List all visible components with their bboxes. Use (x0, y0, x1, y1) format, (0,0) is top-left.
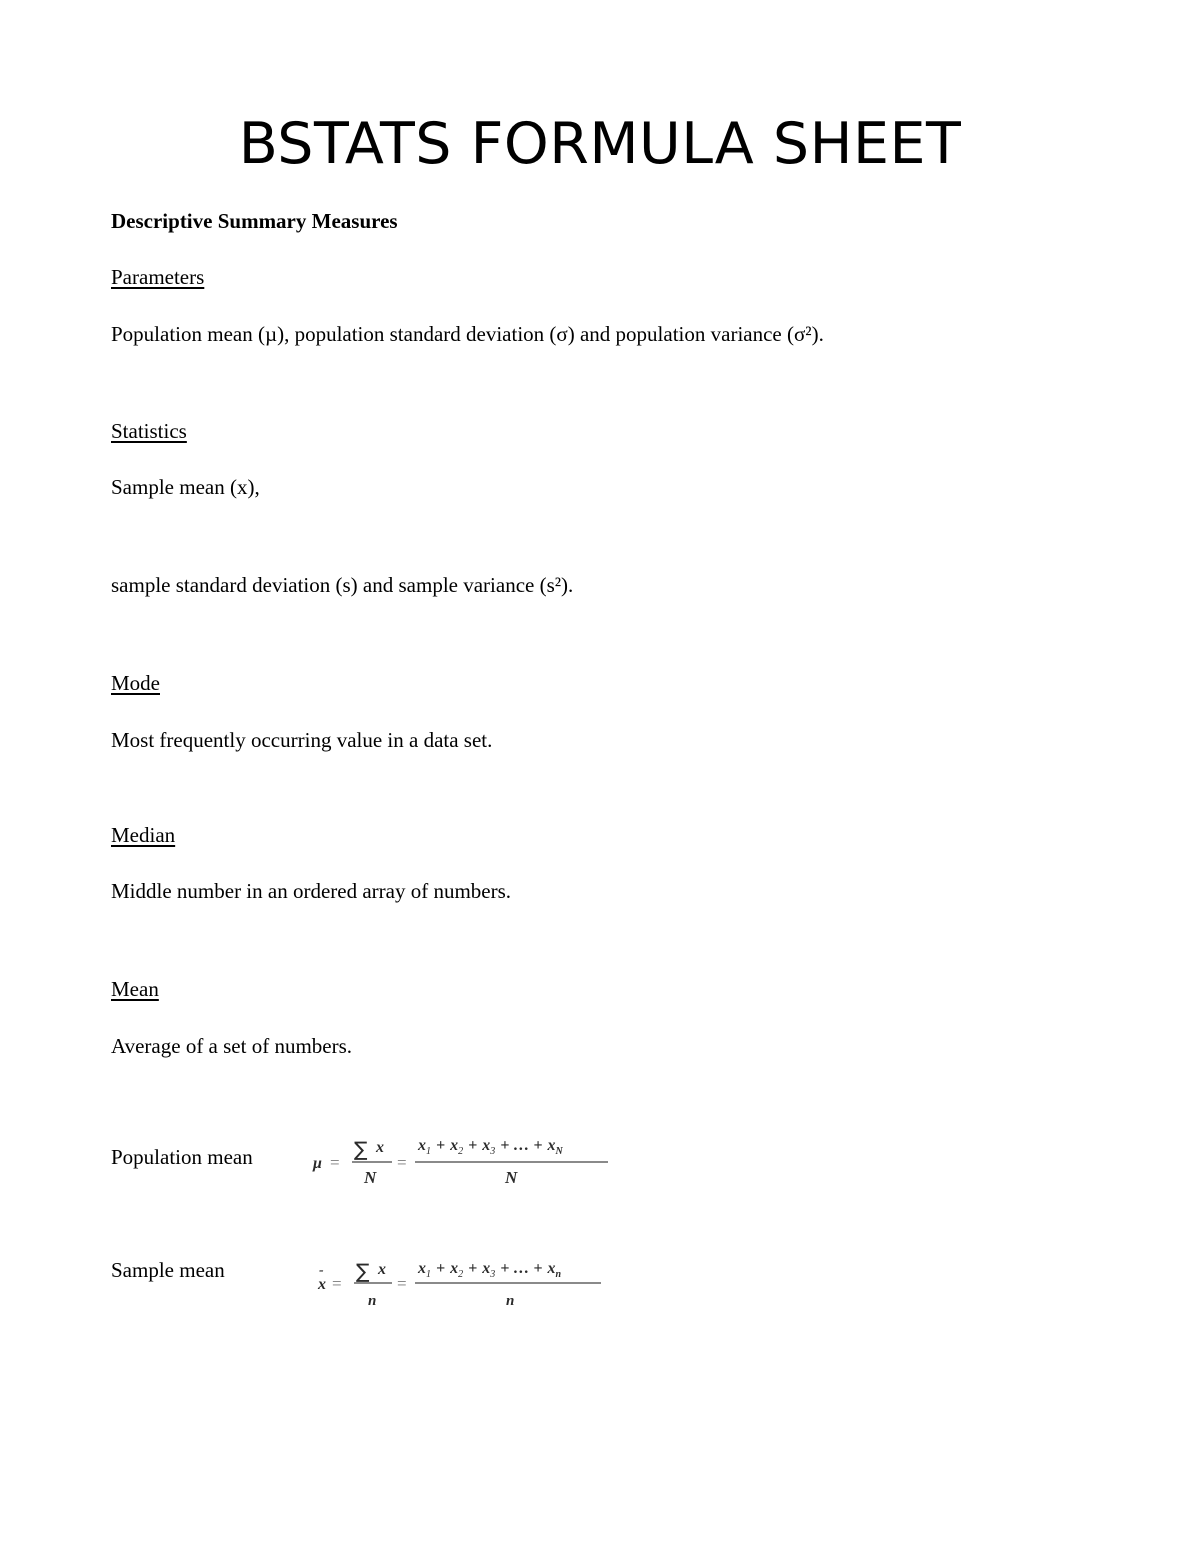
expansion-subscript: n (555, 1269, 562, 1280)
expansion-term: x (418, 1260, 426, 1277)
sample-mean-label: Sample mean (111, 1258, 225, 1282)
expansion-subscript: 2 (458, 1146, 464, 1157)
expansion-subscript: 3 (490, 1146, 496, 1157)
equals-sign: = (332, 1274, 342, 1293)
statistics-text-line2: sample standard deviation (s) and sample variance (s²). (111, 573, 574, 597)
expansion-term: x (418, 1137, 426, 1154)
mode-text: Most frequently occurring value in a data set. (111, 728, 493, 752)
page-title: BSTATS FORMULA SHEET (238, 111, 962, 177)
median-text: Middle number in an ordered array of numbers. (111, 879, 512, 903)
expansion-term: x (450, 1137, 459, 1154)
median-heading: Median (111, 823, 176, 847)
equals-sign: = (397, 1274, 407, 1293)
denominator: N (364, 1168, 377, 1187)
expansion-subscript: 1 (426, 1269, 431, 1280)
expansion-subscript: 1 (426, 1146, 431, 1157)
expansion-operator: + (436, 1137, 446, 1154)
denominator: N (505, 1168, 518, 1187)
expansion-subscript: 3 (490, 1269, 496, 1280)
expansion-subscript: 2 (458, 1269, 464, 1280)
expansion-operator: + … + (500, 1137, 543, 1154)
expansion-term: x (482, 1260, 491, 1277)
expansion-operator: + (468, 1260, 478, 1277)
expansion (417, 1137, 563, 1157)
mode-heading: Mode (111, 671, 160, 695)
expansion-term: x (450, 1260, 459, 1277)
expansion (417, 1260, 561, 1280)
numerator-var: x (378, 1261, 386, 1278)
expansion-subscript: N (555, 1146, 563, 1157)
sample-mean-formula (310, 1252, 620, 1316)
equals-sign: = (397, 1153, 407, 1172)
numerator-var: x (376, 1139, 384, 1156)
expansion-operator: + (436, 1260, 446, 1277)
statistics-heading: Statistics (111, 419, 187, 443)
sigma-icon: ∑ (356, 1259, 370, 1283)
parameters-text: Population mean (µ), population standard deviation (σ) and population variance (σ²). (111, 322, 824, 346)
denominator: n (368, 1293, 377, 1309)
expansion-term: x (547, 1137, 556, 1154)
expansion-operator: + … + (500, 1260, 543, 1277)
expansion-term: x (482, 1137, 491, 1154)
sigma-icon: ∑ (354, 1137, 368, 1161)
parameters-heading: Parameters (111, 265, 205, 289)
mean-text: Average of a set of numbers. (111, 1034, 353, 1058)
mu-symbol: μ (313, 1155, 322, 1172)
expansion-operator: + (468, 1137, 478, 1154)
population-mean-label: Population mean (111, 1145, 253, 1169)
denominator: n (506, 1293, 515, 1309)
population-mean-formula (310, 1128, 620, 1192)
section-heading: Descriptive Summary Measures (111, 209, 398, 233)
mean-heading: Mean (111, 977, 159, 1001)
x-bar-mark: - (319, 1263, 324, 1278)
expansion-term: x (547, 1260, 556, 1277)
equals-sign: = (330, 1153, 340, 1172)
x-bar-symbol: x (318, 1276, 326, 1293)
statistics-text-line1: Sample mean (x), (111, 475, 260, 499)
